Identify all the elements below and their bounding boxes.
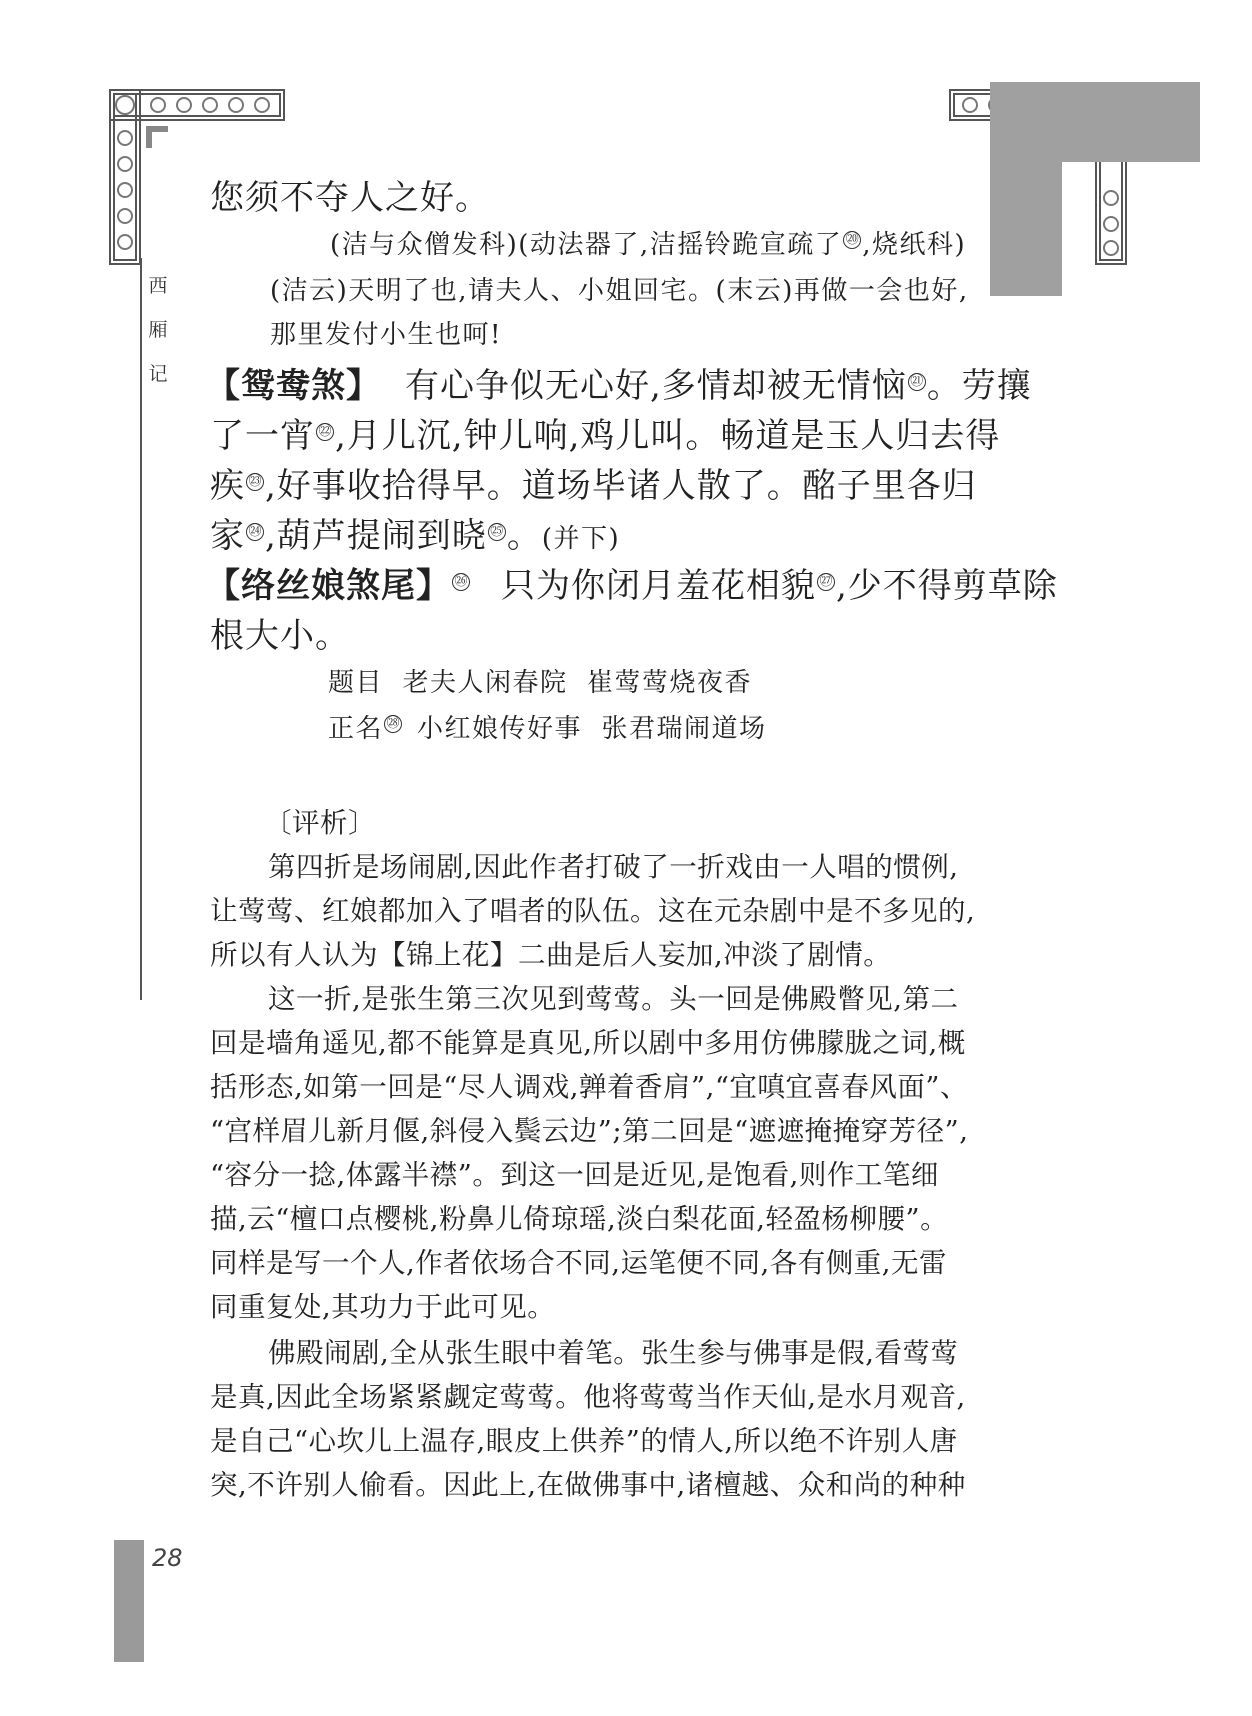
commentary-line-7: “宫样眉儿新月偃,斜侵入鬓云边”;第二回是“遮遮掩掩穿芳径”, — [210, 1115, 969, 1147]
footnote-marker-26: ㉖ — [452, 573, 470, 591]
text-line-1: 您须不夺人之好。 — [210, 178, 490, 218]
commentary-line-13: 是真,因此全场紧紧觑定莺莺。他将莺莺当作天仙,是水月观音, — [210, 1381, 966, 1413]
commentary-line-9: 描,云“檀口点樱桃,粉鼻儿倚琼瑶,淡白梨花面,轻盈杨柳腰”。 — [210, 1203, 949, 1235]
commentary-line-5: 回是墙角遥见,都不能算是真见,所以剧中多用仿佛朦胧之词,概 — [210, 1027, 966, 1059]
aria-line-5 — [206, 558, 1058, 607]
footnote-marker-20: ⑳ — [843, 231, 861, 249]
stage-direction-line-3: 那里发付小生也呵! — [270, 320, 502, 350]
running-head — [148, 264, 168, 396]
aria-text-e: 疾 — [210, 466, 245, 506]
running-head-char-2: 厢 — [148, 319, 168, 341]
aria-line-2 — [210, 408, 1000, 457]
zhengming-text: 小红娘传好事 张君瑞闹道场 — [417, 714, 767, 744]
footnote-marker-21: ㉑ — [908, 373, 926, 391]
aria-line-3 — [210, 458, 977, 507]
commentary-line-15: 突,不许别人偷看。因此上,在做佛事中,诸檀越、众和尚的种种 — [210, 1469, 966, 1501]
aria-text-d: ,月儿沉,钟儿响,鸡儿叫。畅道是玉人归去得 — [335, 416, 1001, 456]
commentary-line-4: 这一折,是张生第三次见到莺莺。头一回是佛殿瞥见,第二 — [268, 983, 959, 1015]
stage-direction-line-2: (洁云)天明了也,请夫人、小姐回宅。(末云)再做一会也好, — [270, 276, 969, 306]
aria-text-g: 家 — [210, 516, 245, 556]
aria-line-6: 根大小。 — [210, 616, 350, 656]
footnote-marker-24: ㉔ — [246, 523, 264, 541]
title-couplet-timu: 题目 老夫人闲春院 崔莺莺烧夜香 — [328, 668, 753, 698]
aria-text-i: 。 — [506, 516, 542, 556]
margin-rule — [140, 258, 142, 1000]
commentary-line-12: 佛殿闹剧,全从张生眼中着笔。张生参与佛事是假,看莺莺 — [268, 1337, 959, 1369]
commentary-heading: 〔评析〕 — [264, 807, 376, 839]
grey-block-top — [990, 82, 1200, 162]
commentary-line-11: 同重复处,其功力于此可见。 — [210, 1291, 556, 1323]
stage-direction-exit: (并下) — [541, 524, 621, 554]
stage-direction-text-b: ,烧纸科) — [862, 230, 967, 260]
page-tab — [114, 1540, 144, 1662]
commentary-line-1: 第四折是场闹剧,因此作者打破了一折戏由一人唱的惯例, — [268, 851, 959, 883]
commentary-line-8: “容分一捻,体露半襟”。到这一回是近见,是饱看,则作工笔细 — [210, 1159, 939, 1191]
aria-text-j: 只为你闭月羞花相貌 — [501, 566, 816, 606]
commentary-line-6: 括形态,如第一回是“尽人调戏,亸着香肩”,“宜嗔宜喜春风面”、 — [210, 1071, 968, 1103]
page-number: 28 — [152, 1544, 183, 1572]
commentary-line-2: 让莺莺、红娘都加入了唱者的队伍。这在元杂剧中是不多见的, — [210, 895, 976, 927]
stage-direction-line-1 — [330, 224, 966, 261]
aria-text-a: 有心争似无心好,多情却被无情恼 — [405, 366, 907, 406]
grey-block-side — [990, 162, 1062, 296]
commentary-line-3: 所以有人认为【锦上花】二曲是后人妄加,冲淡了剧情。 — [210, 939, 892, 971]
running-head-char-1: 西 — [148, 275, 168, 297]
footnote-marker-25: ㉕ — [488, 523, 506, 541]
tune-name-yuanyangsha: 【鸳鸯煞】 — [206, 366, 381, 406]
commentary-line-14: 是自己“心坎儿上温存,眼皮上供养”的情人,所以绝不许别人唐 — [210, 1425, 958, 1457]
aria-text-h: ,葫芦提闹到晓 — [265, 516, 487, 556]
aria-text-b: 。劳攘 — [926, 366, 1032, 406]
aria-line-1 — [206, 358, 1032, 407]
aria-text-f: ,好事收拾得早。道场毕诸人散了。酩子里各归 — [265, 466, 977, 506]
stage-direction-text-a: (洁与众僧发科)(动法器了,洁摇铃跪宣疏了 — [330, 230, 843, 260]
running-head-char-3: 记 — [148, 363, 168, 385]
zhengming-label: 正名 — [328, 714, 384, 744]
aria-line-4 — [210, 508, 620, 557]
footnote-marker-28: ㉘ — [384, 715, 402, 733]
title-couplet-zhengming — [328, 708, 767, 745]
aria-text-k: ,少不得剪草除 — [836, 566, 1058, 606]
aria-text-c: 了一宵 — [210, 416, 315, 456]
commentary-line-10: 同样是写一个人,作者依场合不同,运笔便不同,各有侧重,无雷 — [210, 1247, 947, 1279]
footnote-marker-23: ㉓ — [246, 473, 264, 491]
footnote-marker-22: ㉒ — [316, 423, 334, 441]
tune-name-luosiniang: 【络丝娘煞尾】 — [206, 566, 451, 606]
footnote-marker-27: ㉗ — [817, 573, 835, 591]
